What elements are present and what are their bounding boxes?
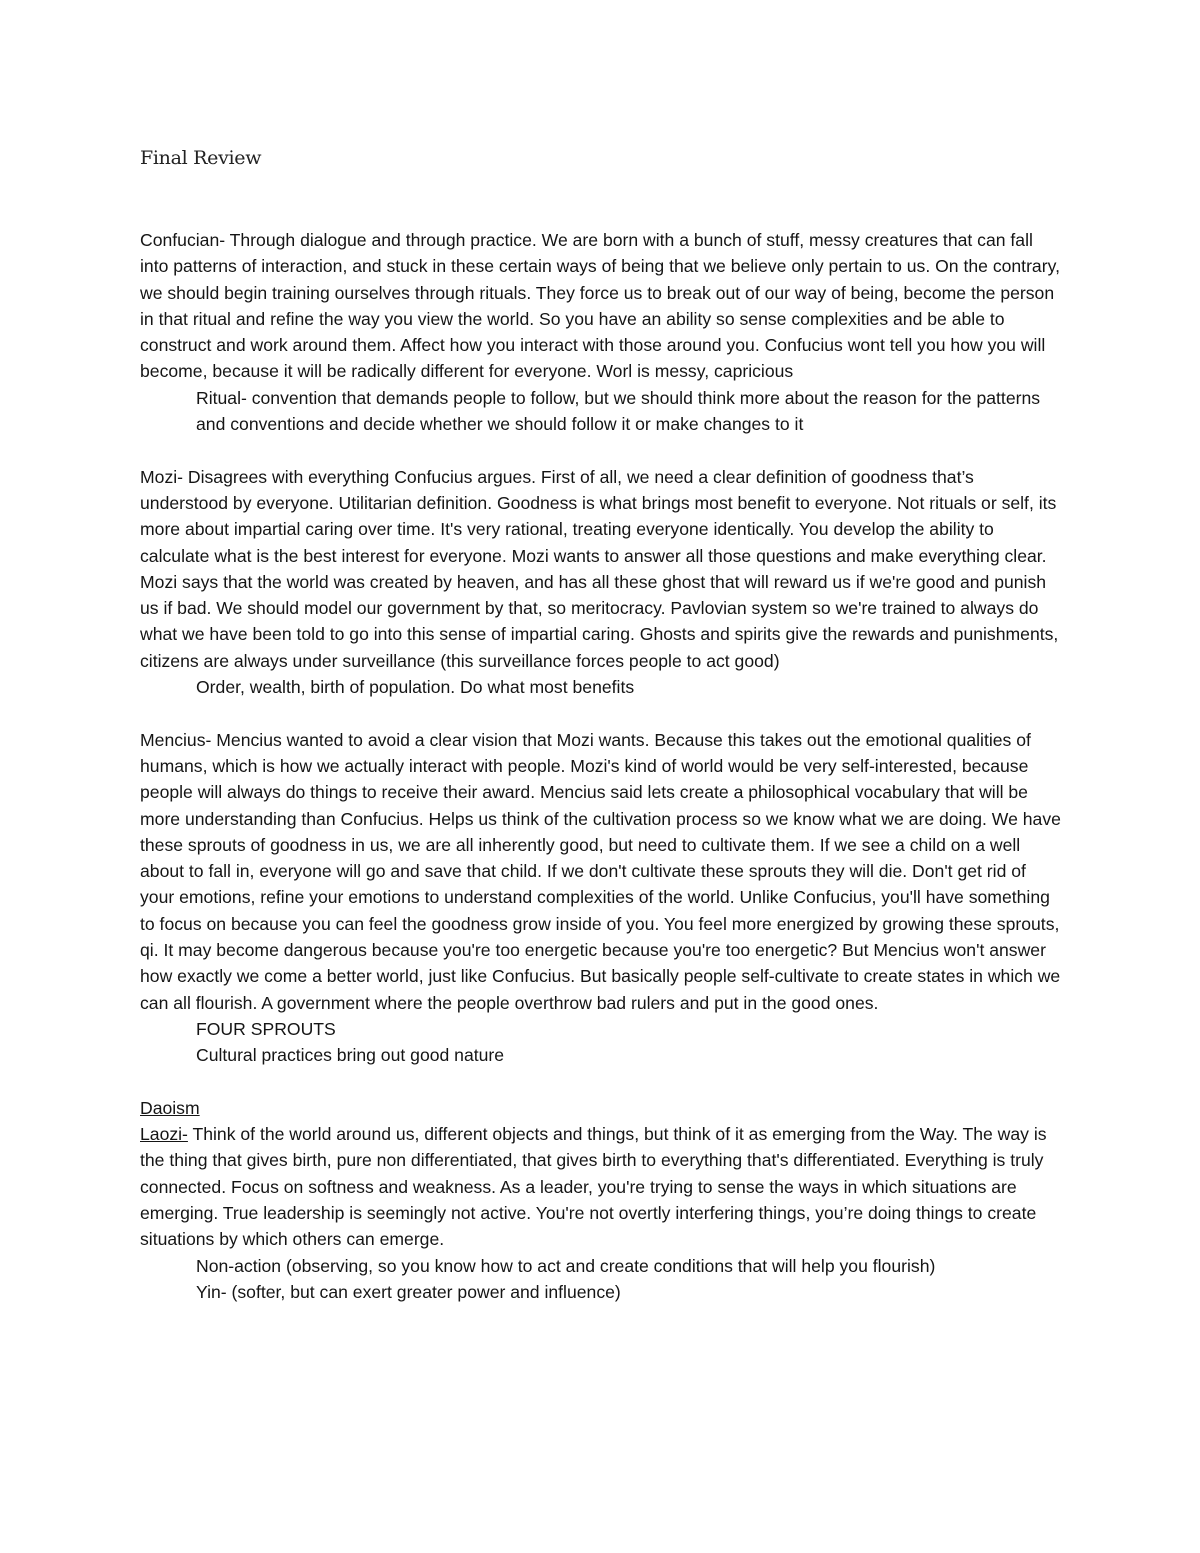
confucian-ritual-note: Ritual- convention that demands people to follow, but we should think more about the reason for the patterns and conventions and decide whether we should follow it or make changes to it: [196, 387, 1041, 435]
paragraph-spacer: [140, 700, 1062, 726]
laozi-paragraph: [140, 1121, 1062, 1252]
document-title: Final Review: [140, 147, 262, 169]
mencius-paragraph: Mencius- Mencius wanted to avoid a clear vision that Mozi wants. Because this takes out the emotional qualities of humans, which is how we actually interact with people. Mozi's kind of world would be very self-interested, because people will always do things to receive their award. Mencius said lets create a philosophical vocabulary that will be more understanding than Confucius. Helps us think of the cultivation process so we know what we are doing. We have these sprouts of goodness in us, we are all inherently good, but need to cultivate them. If we see a child on a well about to fall in, everyone will go and save that child. If we don't cultivate these sprouts they will die. Don't get rid of your emotions, refine your emotions to understand complexities of the world. Unlike Confucius, you'll have something to focus on because you can feel the goodness grow inside of you. You feel more energized by growing these sprouts, qi. It may become dangerous because you're too energetic because you're too energetic? But Mencius won't answer how exactly we come a better world, just like Confucius. But basically people self-cultivate to create states in which we can all flourish. A government where the people overthrow bad rulers and put in the good ones.: [140, 729, 1061, 1013]
document-content: [140, 143, 1062, 1305]
daoism-heading: Daoism: [140, 1097, 200, 1118]
mozi-paragraph: Mozi- Disagrees with everything Confucius argues. First of all, we need a clear definition of goodness that’s understood by everyone. Utilitarian definition. Goodness is what brings most benefit to everyone. Not rituals or self, its more about impartial caring over time. It's very rational, treating everyone identically. You develop the ability to calculate what is the best interest for everyone. Mozi wants to answer all those questions and make everything clear. Mozi says that the world was created by heaven, and has all these ghost that will reward us if we're good and punish us if bad. We should model our government by that, so meritocracy. Pavlovian system so we're trained to always do what we have been told to go into this sense of impartial caring. Ghosts and spirits give the rewards and punishments, citizens are always under surveillance (this surveillance forces people to act good): [140, 466, 1059, 671]
daoism-note-yin: Yin- (softer, but can exert greater power and influence): [196, 1281, 621, 1302]
mencius-note-four-sprouts: FOUR SPROUTS: [196, 1018, 336, 1039]
paragraph-spacer: [140, 1069, 1062, 1095]
laozi-body: Think of the world around us, different objects and things, but think of it as emerging from the Way. The way is the thing that gives birth, pure non differentiated, that gives birth to everything that's differentiated. Everything is truly connected. Focus on softness and weakness. As a leader, you're trying to sense the ways in which situations are emerging. True leadership is seemingly not active. You're not overtly interfering things, you’re doing things to create situations by which others can emerge.: [140, 1124, 1047, 1250]
mozi-note: Order, wealth, birth of population. Do what most benefits: [196, 677, 635, 698]
laozi-label: Laozi-: [140, 1124, 188, 1145]
mencius-note-cultural-practices: Cultural practices bring out good nature: [196, 1045, 505, 1066]
paragraph-spacer: [140, 437, 1062, 463]
daoism-note-non-action: Non-action (observing, so you know how to act and create conditions that will help you flourish): [196, 1255, 936, 1276]
confucian-paragraph: Confucian- Through dialogue and through practice. We are born with a bunch of stuff, messy creatures that can fall into patterns of interaction, and stuck in these certain ways of being that we believe only pertain to us. On the contrary, we should begin training ourselves through rituals. They force us to break out of our way of being, become the person in that ritual and refine the way you view the world. So you have an ability so sense complexities and be able to construct and work around them. Affect how you interact with those around you. Confucius wont tell you how you will become, because it will be radically different for everyone. Worl is messy, capricious: [140, 230, 1060, 382]
